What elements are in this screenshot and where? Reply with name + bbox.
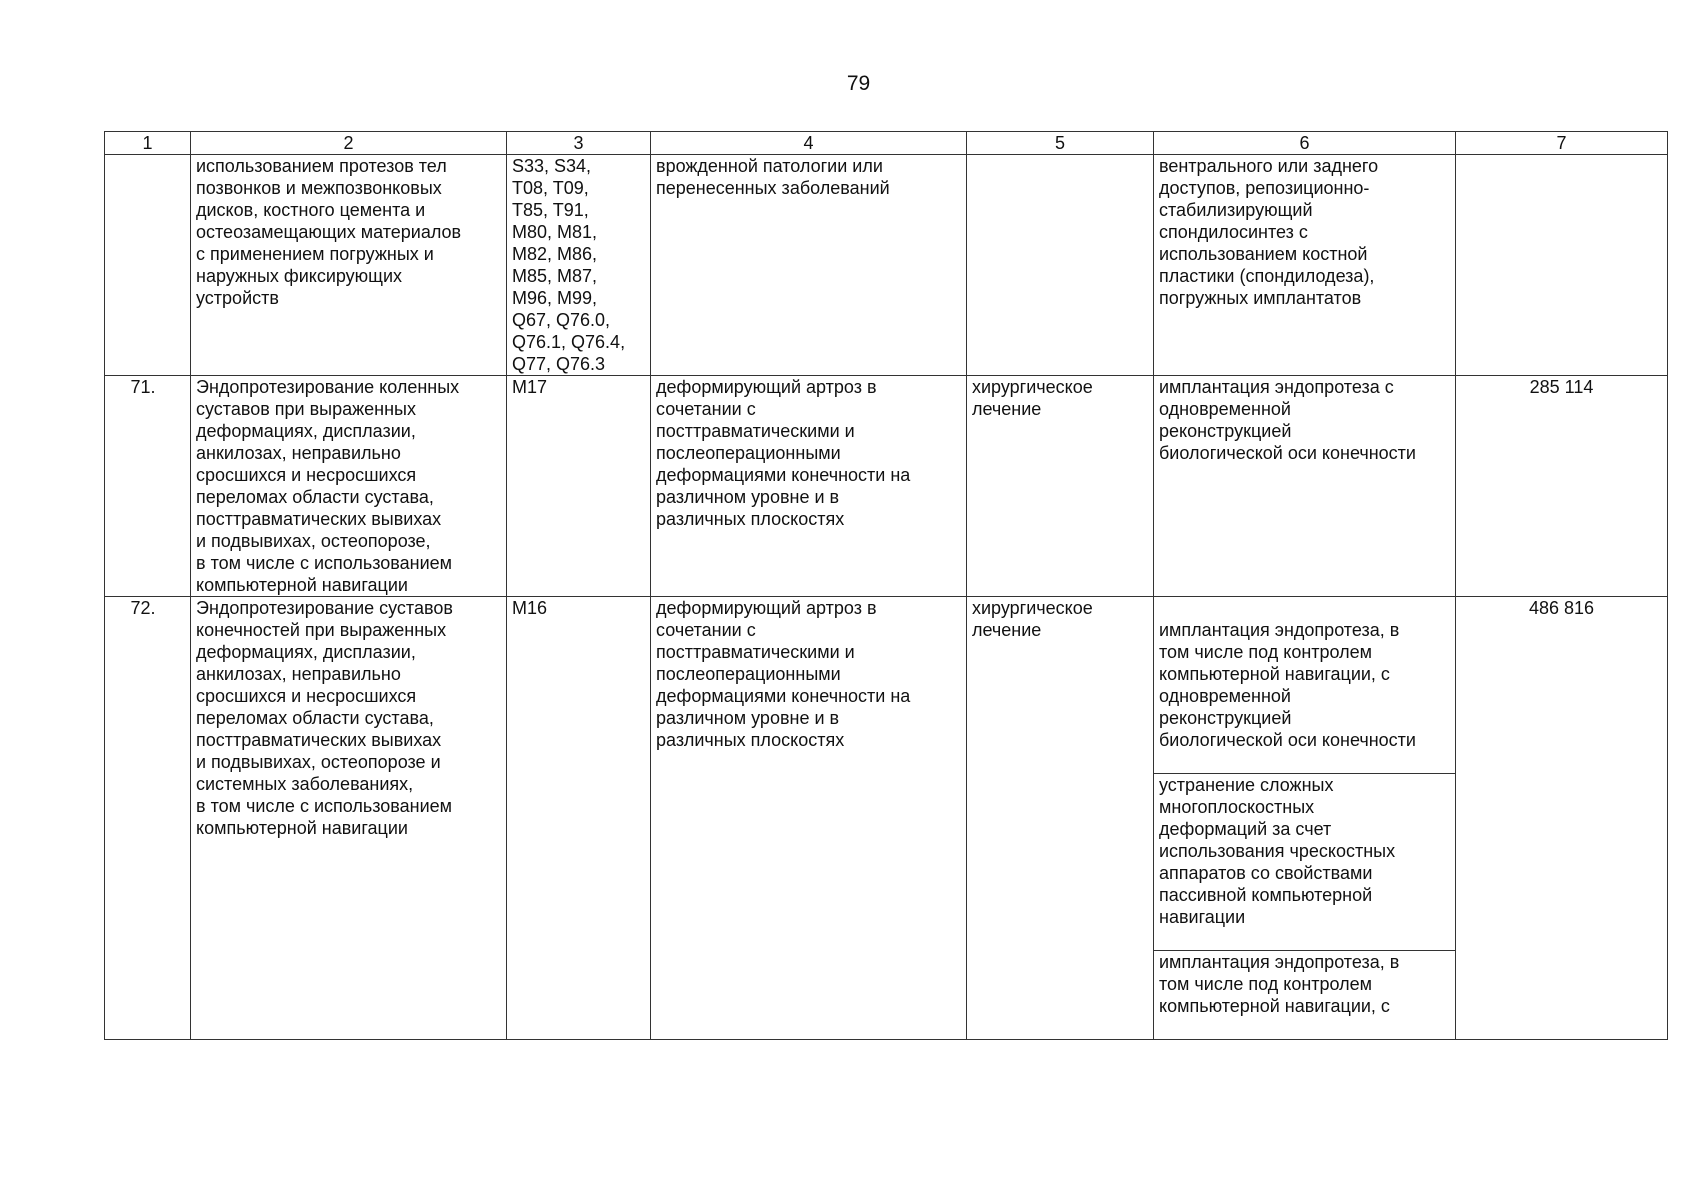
column-header: 1 [105,132,191,155]
treatment-method: имплантация эндопротеза, в том числе под контролем компьютерной навигации, с одновременной реконструкцией биологической оси конечности [1159,620,1416,750]
table-row [105,376,1668,597]
diagnosis-codes: M16 [507,597,651,1040]
diagnosis-codes: S33, S34, T08, T09, T85, T91, M80, M81, M82, M86, M85, M87, M96, M99, Q67, Q76.0, Q76.1, Q76.4, Q77, Q76.3 [507,155,651,376]
services-table [104,131,1668,1040]
patient-model: деформирующий артроз в сочетании с посттравматическими и послеоперационными деформациями конечности на различном уровне и в различных плоскостях [651,376,967,597]
treatment-method: имплантация эндопротеза, в том числе под контролем компьютерной навигации, с [1154,950,1455,1017]
table-row [105,155,1668,376]
treatment-method: устранение сложных многоплоскостных деформаций за счет использования чрескостных аппаратов со свойствами пассивной компьютерной навигации [1154,773,1455,928]
column-header: 3 [507,132,651,155]
treatment-method: имплантация эндопротеза с одновременной реконструкцией биологической оси конечности [1154,376,1456,597]
patient-model: деформирующий артроз в сочетании с посттравматическими и послеоперационными деформациями конечности на различном уровне и в различных плоскостях [651,597,967,1040]
column-header: 2 [191,132,507,155]
table-row [105,597,1668,1040]
column-header: 6 [1154,132,1456,155]
service-name: использованием протезов тел позвонков и межпозвонковых дисков, костного цемента и остеозамещающих материалов с применением погружных и наружных фиксирующих устройств [191,155,507,376]
cost-value: 285 114 [1456,376,1668,597]
column-header: 5 [967,132,1154,155]
row-number: 71. [105,376,191,597]
column-header: 7 [1456,132,1668,155]
column-header: 4 [651,132,967,155]
treatment-method: вентрального или заднего доступов, репозиционно- стабилизирующий спондилосинтез с использованием костной пластики (спондилодеза), погружных имплантатов [1154,155,1456,376]
row-number [105,155,191,376]
treatment-methods-cell [1154,597,1456,1040]
table-header-row [105,132,1668,155]
service-name: Эндопротезирование суставов конечностей при выраженных деформациях, дисплазии, анкилозах, неправильно сросшихся и несросшихся переломах области сустава, посттравматических вывихах и подвывихах, остеопорозе и системных заболеваниях, в том числе с использованием компьютерной навигации [191,597,507,1040]
service-name: Эндопротезирование коленных суставов при выраженных деформациях, дисплазии, анкилозах, неправильно сросшихся и несросшихся переломах области сустава, посттравматических вывихах и подвывихах, остеопорозе, в том числе с использованием компьютерной навигации [191,376,507,597]
diagnosis-codes: M17 [507,376,651,597]
row-number: 72. [105,597,191,1040]
treatment-type [967,155,1154,376]
treatment-type: хирургическое лечение [967,597,1154,1040]
page-number: 79 [846,72,871,95]
patient-model: врожденной патологии или перенесенных заболеваний [651,155,967,376]
cost-value [1456,155,1668,376]
treatment-type: хирургическое лечение [967,376,1154,597]
cost-value: 486 816 [1456,597,1668,1040]
